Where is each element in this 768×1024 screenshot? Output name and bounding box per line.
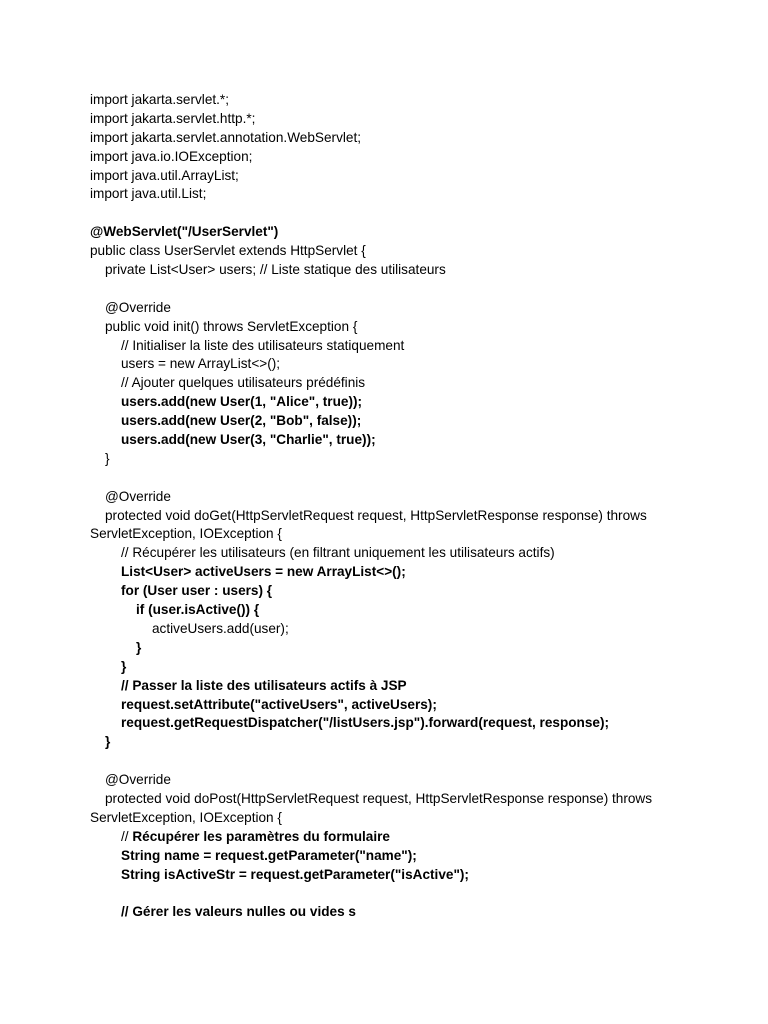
code-line: users = new ArrayList<>(); bbox=[121, 356, 281, 372]
code-line: @Override bbox=[105, 772, 171, 788]
code-line: } bbox=[105, 450, 110, 466]
code-line: ServletException, IOException { bbox=[90, 526, 282, 542]
code-line: // Ajouter quelques utilisateurs prédéfinis bbox=[121, 375, 366, 391]
code-line: } bbox=[121, 658, 127, 674]
code-line: // Initialiser la liste des utilisateurs statiquement bbox=[121, 337, 405, 353]
code-line: private List<User> users; // Liste statique des utilisateurs bbox=[105, 262, 446, 278]
code-line: request.getRequestDispatcher("/listUsers.jsp").forward(request, response); bbox=[121, 715, 610, 731]
code-line: @Override bbox=[105, 488, 171, 504]
code-line: String isActiveStr = request.getParameter("isActive"); bbox=[121, 866, 469, 882]
code-line: protected void doPost(HttpServletRequest request, HttpServletResponse response) throws bbox=[105, 790, 653, 806]
code-line-prefix: // bbox=[121, 828, 133, 844]
code-line: import java.util.ArrayList; bbox=[90, 167, 239, 183]
code-line: @WebServlet("/UserServlet") bbox=[90, 224, 279, 240]
code-line: users.add(new User(3, "Charlie", true)); bbox=[121, 432, 376, 448]
code-line: activeUsers.add(user); bbox=[152, 620, 289, 636]
code-line: protected void doGet(HttpServletRequest request, HttpServletResponse response) throws bbox=[105, 507, 647, 523]
code-line: request.setAttribute("activeUsers", activeUsers); bbox=[121, 696, 437, 712]
code-line: public void init() throws ServletException { bbox=[105, 318, 358, 334]
code-line: // Passer la liste des utilisateurs actifs à JSP bbox=[121, 677, 407, 693]
code-line: } bbox=[136, 639, 142, 655]
blank-line bbox=[90, 280, 710, 299]
code-line: ServletException, IOException { bbox=[90, 809, 282, 825]
code-line: } bbox=[105, 734, 111, 750]
code-line: // Gérer les valeurs nulles ou vides s bbox=[121, 904, 356, 920]
code-line: for (User user : users) { bbox=[121, 583, 273, 599]
code-listing bbox=[90, 91, 710, 922]
code-line-bold-text: Récupérer les paramètres du formulaire bbox=[132, 828, 390, 844]
code-line: String name = request.getParameter("name"); bbox=[121, 847, 417, 863]
code-line: public class UserServlet extends HttpServlet { bbox=[90, 243, 366, 259]
code-line: users.add(new User(2, "Bob", false)); bbox=[121, 413, 362, 429]
code-line: if (user.isActive()) { bbox=[136, 602, 260, 618]
code-line: import jakarta.servlet.http.*; bbox=[90, 110, 256, 126]
code-line: import jakarta.servlet.annotation.WebServlet; bbox=[90, 129, 361, 145]
blank-line bbox=[90, 469, 710, 488]
code-line bbox=[90, 828, 710, 847]
code-line: import java.io.IOException; bbox=[90, 148, 253, 164]
code-line: // Récupérer les utilisateurs (en filtrant uniquement les utilisateurs actifs) bbox=[121, 545, 555, 561]
code-line: import java.util.List; bbox=[90, 186, 207, 202]
code-line: users.add(new User(1, "Alice", true)); bbox=[121, 394, 363, 410]
code-line: List<User> activeUsers = new ArrayList<>(); bbox=[121, 564, 406, 580]
blank-line bbox=[90, 884, 710, 903]
code-line: import jakarta.servlet.*; bbox=[90, 92, 230, 107]
code-line: @Override bbox=[105, 299, 171, 315]
blank-line bbox=[90, 752, 710, 771]
blank-line bbox=[90, 204, 710, 223]
